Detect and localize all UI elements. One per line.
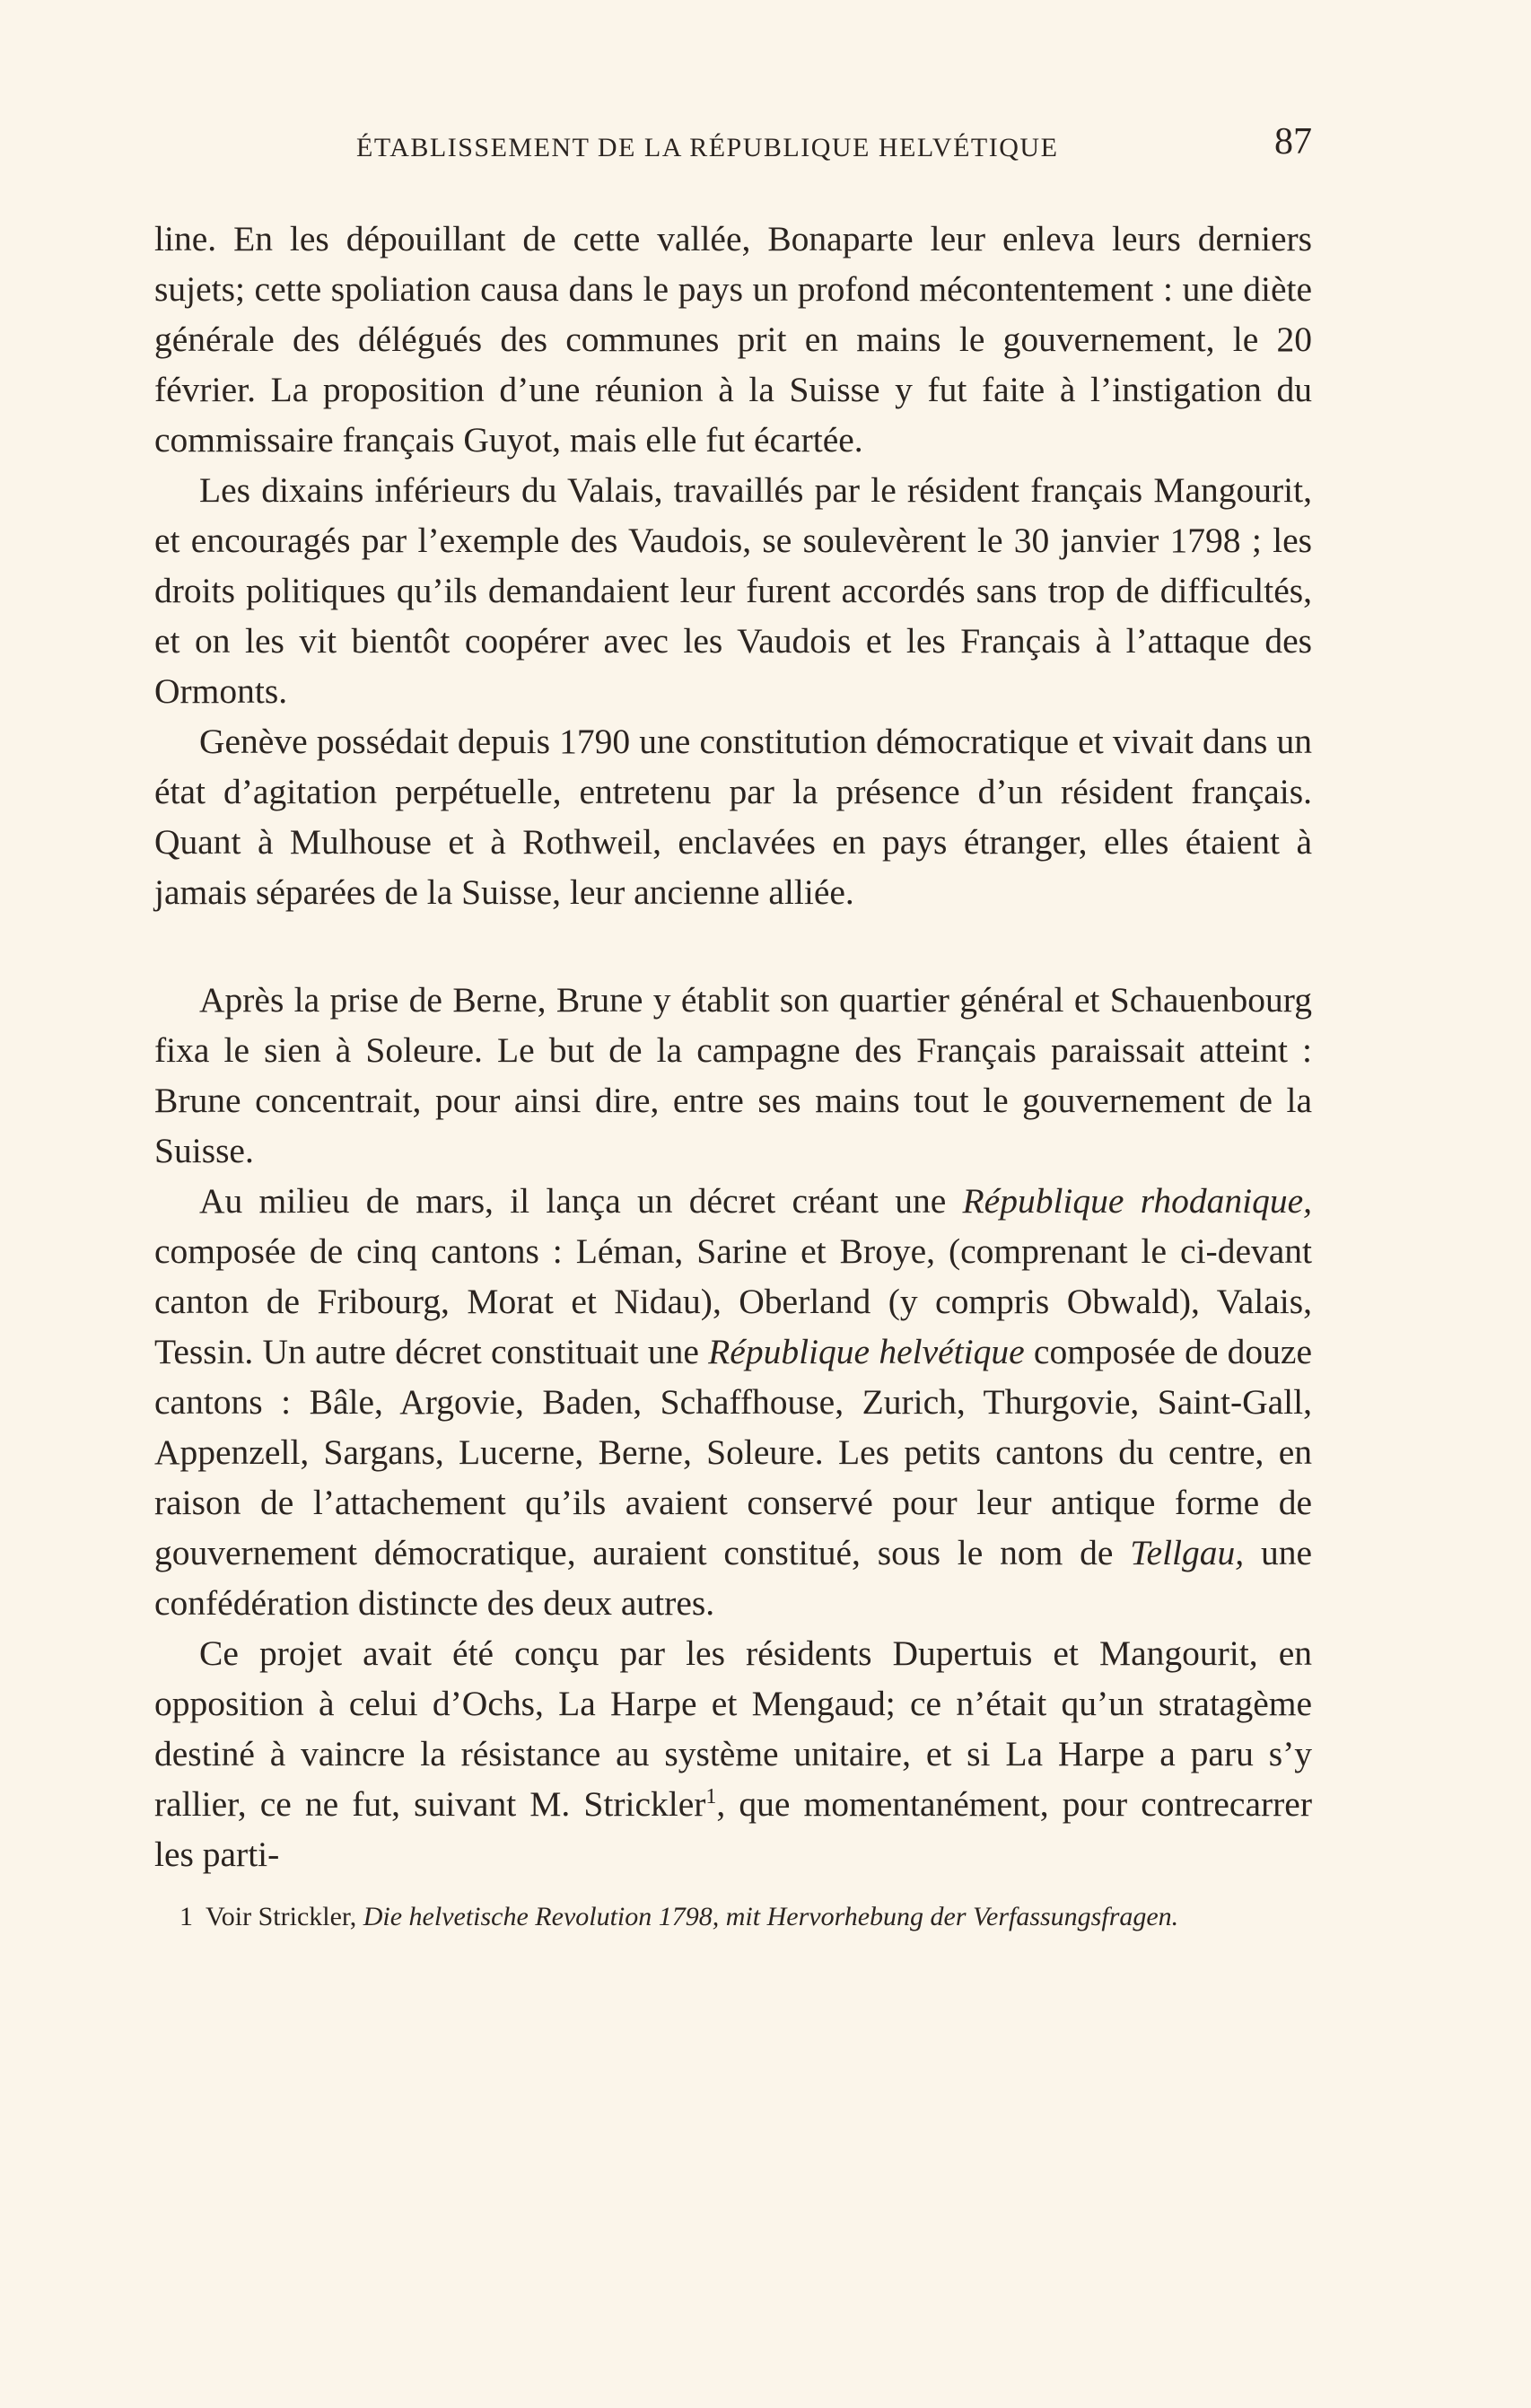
book-page (154, 115, 1312, 1937)
body-text (154, 214, 1312, 1879)
paragraph-3: Genève possédait depuis 1790 une constitution démocratique et vivait dans un état d’agitation perpétuelle, entretenu par la présence d’un résident français. Quant à Mulhouse et à Rothweil, enclavées en pays étranger, elles étaient à jamais séparées de la Suisse, leur ancienne alliée. (154, 722, 1312, 912)
republique-rhodanique-italic: République rhodanique, (962, 1181, 1312, 1221)
paragraph-5-text-b: composée de cinq cantons : Léman, Sarine et Broye, (comprenant le ci-devant canton de Fribourg, Morat et Nidau), Oberland (y compris Obwald), Valais, Tessin. Un autre décret constituait une (154, 1231, 1312, 1371)
paragraph-1: line. En les dépouillant de cette vallée, Bonaparte leur enleva leurs derniers sujets; cette spoliation causa dans le pays un profond mécontentement : une diète générale des délégués des communes prit en mains le gouvernement, le 20 février. La proposition d’une réunion à la Suisse y fut faite à l’instigation du commissaire français Guyot, mais elle fut écartée. (154, 219, 1312, 460)
footnote-mark: 1 (179, 1902, 193, 1931)
page-number: 87 (1274, 121, 1312, 162)
section-break (154, 917, 1312, 975)
footnote-text: Voir Strickler, (206, 1902, 363, 1931)
running-header (154, 115, 1312, 171)
paragraph-6 (154, 1628, 1312, 1879)
paragraph-5-text-d: une confédération distincte des deux autres. (154, 1533, 1312, 1623)
paragraph-2: Les dixains inférieurs du Valais, travaillés par le résident français Mangourit, et encouragés par l’exemple des Vaudois, se soulevèrent le 30 janvier 1798 ; les droits politiques qu’ils demandaient leur furent accordés sans trop de difficultés, et on les vit bientôt coopérer avec les Vaudois et les Français à l’attaque des Ormonts. (154, 470, 1312, 711)
republique-helvetique-italic: République helvétique (708, 1332, 1025, 1371)
paragraph-5-text-a: Au milieu de mars, il lança un décret créant une (199, 1181, 963, 1221)
paragraph-6-text-a: Ce projet avait été conçu par les résidents Dupertuis et Mangourit, en opposition à celui d’Ochs, La Harpe et Mengaud; ce n’était qu’un stratagème destiné à vaincre la résistance au système unitaire, et si La Harpe a paru s’y rallier, ce ne fut, suivant M. Strickler (154, 1633, 1312, 1824)
running-title: ÉTABLISSEMENT DE LA RÉPUBLIQUE HELVÉTIQUE (356, 133, 1059, 162)
tellgau-italic: Tellgau, (1130, 1533, 1245, 1572)
footnote-reference: 1 (705, 1784, 717, 1808)
paragraph-5-text-c: composée de douze cantons : Bâle, Argovie, Baden, Schaffhouse, Zurich, Thurgovie, Saint-Gall, Appenzell, Sargans, Lucerne, Berne, Soleure. Les petits cantons du centre, en raison de l’attachement qu’ils avaient conservé pour leur antique forme de gouvernement démocratique, auraient constitué, sous le nom de (154, 1332, 1312, 1572)
footnote (154, 1897, 1312, 1937)
paragraph-4: Après la prise de Berne, Brune y établit son quartier général et Schauenbourg fixa le sien à Soleure. Le but de la campagne des Français paraissait atteint : Brune concentrait, pour ainsi dire, entre ses mains tout le gouvernement de la Suisse. (154, 980, 1312, 1170)
footnote-title-italic: Die helvetische Revolution 1798, mit Hervorhebung der Verfassungsfragen. (363, 1902, 1179, 1931)
paragraph-6-text-b: , que momentanément, pour contrecarrer les parti- (154, 1784, 1312, 1874)
paragraph-5 (154, 1176, 1312, 1628)
